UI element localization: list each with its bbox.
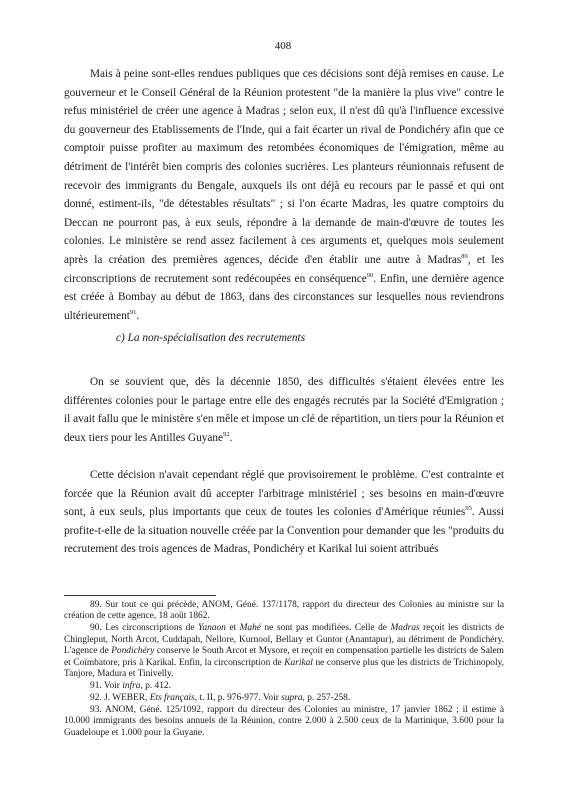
section-title: c) La non-spécialisation des recrutements — [116, 332, 306, 344]
paragraph-text: . Enfin, une dernière agence est créée à Bombay au début de 1863, dans des circonstances sur lesquelles nous reviendrons ultérieurement — [64, 272, 504, 322]
footnote-89: 89. Sur tout ce qui précède, ANOM, Géné. 137/1178, rapport du directeur des Colonies au ministre sur la création de cette agence, 18 août 1862. — [64, 600, 504, 622]
section-heading-block — [64, 329, 504, 348]
paragraph-text: . — [136, 309, 140, 322]
footnote-93: 93. ANOM, Géné. 125/1092, rapport du directeur des Colonies au ministre, 17 janvier 1862 ; il estime à 10.000 immigrants des besoins annuels de la Réunion, contre 2.000 à 2.500 ceux de la Martinique, 3.600 pour la Guadeloupe et 1.000 pour la Guyane. — [64, 705, 504, 738]
footnote-91: 91. Voir infra, p. 412. — [90, 681, 171, 692]
paragraph-text: Cette décision n'avait cependant réglé que provisoirement le problème. C'est contrainte et forcée que la Réunion avait dû accepter l'arbitrage ministériel ; ses besoins en main-d'œuvre sont, à eux seuls, plus importants que ceux de toutes les colonies d'Amérique réunies — [64, 469, 504, 519]
paragraph-agencies — [64, 65, 504, 325]
footnote-ref: 90 — [366, 271, 374, 279]
paragraph-text: , et les circonscriptions de recrutement sont redécoupées en conséquence — [64, 253, 504, 285]
footnotes — [64, 600, 504, 740]
footnote-92: 92. J. WEBER, Ets français, t. II, p. 976-977. Voir supra, p. 257-258. — [90, 693, 351, 704]
page-number: 408 — [274, 40, 292, 52]
paragraph-text: . — [229, 431, 233, 444]
footnote-divider — [64, 595, 216, 596]
footnote-ref: 93 — [465, 505, 472, 513]
footnote-90: 90. Les circonscriptions de Yanaon et Mahé ne sont pas modifiées. Celle de Madras reçoit les districts de Chingleput, North Arcot, Cuddapah, Nellore, Kurnool, Bellary et Guntor (Anantapur), au détriment de Pondichéry. L'agence de Pondichéry conserve le South Arcot et Mysore, et reçoit en compensation partielle les districts de Salem et Coïmbatore, pris à Karikal. Enfin, la circonscription de Karikal ne conserve plus que les districts de Trichinopoly, Tanjore, Madura et Tinivelly. — [64, 623, 504, 680]
paragraph-text: . Aussi profite-t-elle de la situation nouvelle créée par la Convention pour demander que les "produits du recrutement des trois agences de Madras, Pondichéry et Karikal lui soient attribués — [64, 506, 504, 556]
footnote-ref: 91 — [129, 308, 137, 316]
paragraph-text: Mais à peine sont-elles rendues publiques que ces décisions sont déjà remises en cause. Le gouverneur et le Conseil Général de la Réunion protestent "de la manière la plus vive" contre le refus ministériel de créer une agence à Madras ; selon eux, il n'est dû qu'à l'influence excessive du gouverneur des Etablissements de l'Inde, qui a fait écarter un rival de Pondichéry afin que ce comptoir puisse profiter au maximum des retombées économiques de l'émigration, même au détriment de l'intérêt bien compris des colonies sucrières. Les planteurs réunionnais refusent de recevoir des immigrants du Bengale, auxquels ils ont déjà eu recours par le passé et qui ont donné, estiment-ils, "de détestables résultats" ; si l'on écarte Madras, les quatre comptoirs du Deccan ne pourront pas, à eux seuls, répondre à la demande de main-d'œuvre de toutes les colonies. Le ministère se rend assez facilement à ces arguments et, quelques mois seulement après la création des premières agences, décide d'en établir une autre à Madras — [64, 68, 504, 266]
footnote-ref: 92 — [223, 431, 230, 439]
paragraph-text: On se souvient que, dès la décennie 1850, des difficultés s'étaient élevées entre les différentes colonies pour le partage entre elle des engagés recrutés par la Société d'Emigration ; il avait fallu que le ministère s'en mêle et impose un clé de répartition, un tiers pour la Réunion et deux tiers pour les Antilles Guyane — [64, 376, 504, 444]
paragraph-decision — [64, 466, 504, 559]
paragraph-1850s — [64, 373, 504, 447]
footnote-ref: 89 — [461, 253, 468, 261]
